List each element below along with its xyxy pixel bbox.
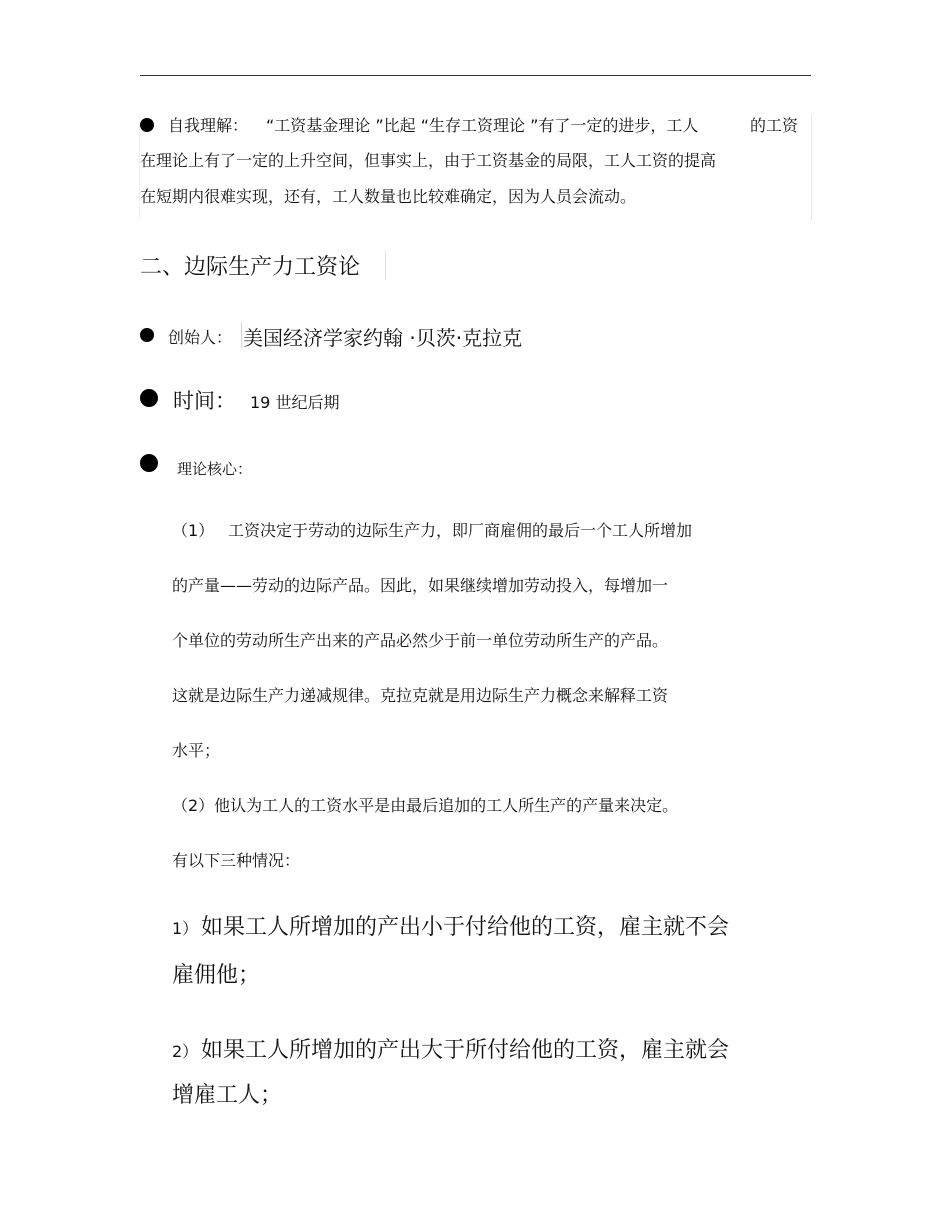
case-2-line-2: 增雇工人； (172, 1083, 283, 1108)
case-1-number: 1） (172, 919, 199, 938)
heading-divider (385, 250, 386, 280)
bullet-icon (140, 389, 158, 407)
intro-line-1-tail: 的工资 (750, 116, 799, 135)
bullet-icon (140, 118, 154, 132)
founder-divider (241, 322, 242, 348)
time-label: 时间： (173, 389, 236, 413)
core-p3: 有以下三种情况： (172, 851, 301, 870)
time-value: 19 世纪后期 (250, 393, 340, 412)
founder-value: 美国经济学家约翰 ·贝茨·克拉克 (243, 326, 523, 350)
top-divider (140, 75, 811, 76)
bullet-icon (140, 454, 158, 472)
founder-label: 创始人： (168, 328, 233, 347)
case-2-line-1: 如果工人所增加的产出大于所付给他的工资，雇主就会 (201, 1038, 730, 1063)
case-2-number: 2） (172, 1042, 199, 1061)
core-p1-line-1: 工资决定于劳动的边际生产力，即厂商雇佣的最后一个工人所增加 (228, 521, 693, 540)
intro-line-2: 在理论上有了一定的上升空间，但事实上，由于工资基金的局限，工人工资的提高 (140, 151, 717, 170)
core-p1-number: （1） (172, 521, 215, 540)
core-p1-line-2: 的产量——劳动的边际产品。因此，如果继续增加劳动投入，每增加一 (172, 576, 669, 595)
intro-label: 自我理解： (168, 116, 249, 135)
core-p1-line-5: 水平； (172, 741, 221, 760)
case-1-line-2: 雇佣他； (172, 963, 261, 988)
intro-line-1: “工资基金理论 ”比起 “生存工资理论 ”有了一定的进步，工人 (266, 116, 699, 135)
section-heading: 二、边际生产力工资论 (140, 255, 361, 280)
bullet-icon (140, 328, 154, 342)
core-p2: （2）他认为工人的工资水平是由最后追加的工人所生产的产量来决定。 (172, 796, 679, 815)
core-label: 理论核心： (177, 460, 253, 478)
core-p1-line-4: 这就是边际生产力递减规律。克拉克就是用边际生产力概念来解释工资 (172, 686, 669, 705)
core-p1-line-3: 个单位的劳动所生产出来的产品必然少于前一单位劳动所生产的产品。 (172, 631, 669, 650)
case-1-line-1: 如果工人所增加的产出小于付给他的工资，雇主就不会 (201, 915, 730, 940)
intro-line-3: 在短期内很难实现，还有，工人数量也比较难确定，因为人员会流动。 (140, 187, 637, 206)
